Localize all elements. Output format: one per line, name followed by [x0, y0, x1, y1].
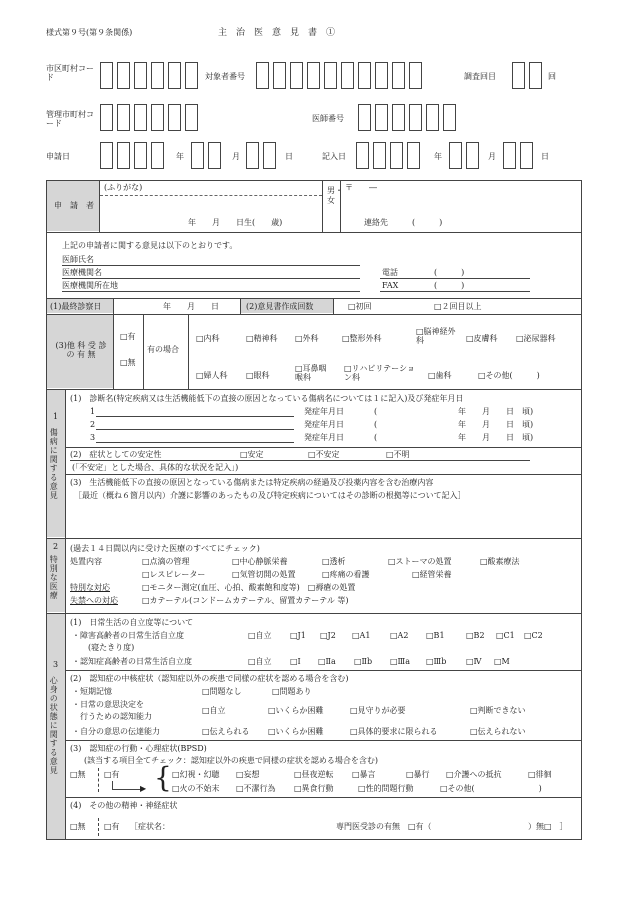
- diagnosis-question: (1) 診断名(特定疾病又は生活機能低下の直接の原因となっている傷病名については１に記入)及び発症年月日: [70, 394, 464, 403]
- applicant-label: 申 請 者: [54, 201, 94, 210]
- bpsd-option[interactable]: □性的問題行動: [358, 784, 414, 793]
- iv-drip-checkbox[interactable]: □点滴の管理: [142, 557, 190, 566]
- dept-psychiatry[interactable]: □精神科: [246, 334, 278, 343]
- bpsd-option[interactable]: □その他( ): [440, 784, 542, 793]
- unknown-checkbox[interactable]: □不明: [386, 450, 410, 459]
- doctor-no-box[interactable]: [443, 104, 456, 131]
- dept-urology[interactable]: □泌尿器科: [516, 334, 556, 343]
- communication-option[interactable]: □伝えられる: [202, 727, 250, 736]
- dept-rehab[interactable]: □リハビリテーション科: [344, 364, 415, 383]
- opinion-count-label: (2)意見書作成回数: [246, 302, 314, 311]
- section-1-number: 1: [53, 412, 59, 421]
- entry-date-box[interactable]: [520, 142, 533, 169]
- year-label: 年: [176, 152, 184, 161]
- city-code-box[interactable]: [117, 62, 130, 89]
- stable-checkbox[interactable]: □安定: [240, 450, 264, 459]
- subject-no-box[interactable]: [256, 62, 269, 89]
- entry-date-box[interactable]: [407, 142, 420, 169]
- diagnosis-row-number: 3: [90, 433, 96, 442]
- other-symptoms-has[interactable]: □有: [104, 822, 120, 831]
- survey-round-box[interactable]: [512, 62, 525, 89]
- independence-question: (1) 日常生活の自立度等について: [70, 618, 194, 627]
- decision-label-2: 行うための認知能力: [80, 712, 152, 721]
- diagnosis-row-number: 2: [90, 420, 96, 429]
- first-time-checkbox[interactable]: □初回: [348, 302, 372, 311]
- disability-independence-label: ・障害高齢者の日常生活自立度: [72, 631, 184, 640]
- communication-option[interactable]: □いくらか困難: [268, 727, 324, 736]
- apply-date-box[interactable]: [191, 142, 204, 169]
- day-label: 日: [285, 152, 293, 161]
- independence-option[interactable]: □B2: [466, 631, 485, 640]
- form-number: 様式第９号(第９条関係): [46, 28, 133, 37]
- mgmt-city-code-box[interactable]: [117, 104, 130, 131]
- onset-paren: (: [374, 407, 378, 416]
- bpsd-question: (3) 認知症の行動・心理症状(BPSD): [70, 744, 207, 753]
- apply-date-box[interactable]: [117, 142, 130, 169]
- dept-neurosurgery[interactable]: □脳神経外科: [416, 327, 456, 346]
- independence-option[interactable]: □自立: [248, 631, 272, 640]
- subject-no-box[interactable]: [341, 62, 354, 89]
- dept-dental[interactable]: □歯科: [428, 371, 452, 380]
- entry-date-box[interactable]: [373, 142, 386, 169]
- bpsd-note: (該当する項目全てチェック：認知症以外の疾患で同様の症状を認める場合を含む): [84, 756, 378, 765]
- bpsd-option[interactable]: □火の不始末: [172, 784, 220, 793]
- section-2-number: 2: [53, 542, 59, 551]
- subject-no-box[interactable]: [392, 62, 405, 89]
- apply-date-box[interactable]: [208, 142, 221, 169]
- furigana-label: (ふりがな): [104, 183, 143, 192]
- independence-option[interactable]: □B1: [426, 631, 445, 640]
- subject-no-box[interactable]: [409, 62, 422, 89]
- section-3-number: 3: [53, 660, 59, 669]
- communication-option[interactable]: □伝えられない: [470, 727, 526, 736]
- incontinence-label: 失禁への対応: [70, 596, 118, 605]
- doctor-no-box[interactable]: [358, 104, 371, 131]
- treatment-question: (3) 生活機能低下の直接の原因となっている傷病または特定疾病の経過及び投薬内容を含む治療内容: [70, 478, 434, 487]
- city-code-box[interactable]: [168, 62, 181, 89]
- dept-ophthalmology[interactable]: □眼科: [246, 371, 270, 380]
- independence-option[interactable]: □J2: [320, 631, 336, 640]
- survey-round-label: 調査回目: [464, 72, 496, 81]
- core-symptoms-question: (2) 認知症の中核症状（認知症以外の疾患で同様の症状を認める場合を含む): [70, 674, 349, 683]
- mgmt-city-code-box[interactable]: [100, 104, 113, 131]
- dept-other[interactable]: □その他( ): [478, 371, 540, 380]
- central-venous-checkbox[interactable]: □中心静脈栄養: [232, 557, 288, 566]
- entry-date-box[interactable]: [503, 142, 516, 169]
- postal-field[interactable]: 〒 ―: [345, 183, 377, 192]
- bpsd-option[interactable]: □徘徊: [528, 770, 552, 779]
- short-memory-label: ・短期記憶: [72, 687, 112, 696]
- apply-date-box[interactable]: [151, 142, 164, 169]
- diagnosis-field[interactable]: [96, 429, 294, 430]
- apply-date-box[interactable]: [263, 142, 276, 169]
- tube-feeding-checkbox[interactable]: □経管栄養: [412, 570, 452, 579]
- independence-option[interactable]: □A2: [390, 631, 409, 640]
- contact-field[interactable]: 連絡先 ( ): [364, 218, 443, 227]
- bpsd-option[interactable]: □暴行: [406, 770, 430, 779]
- apply-date-box[interactable]: [100, 142, 113, 169]
- stability-question: (2) 症状としての安定性: [70, 450, 162, 459]
- subject-no-box[interactable]: [358, 62, 371, 89]
- other-symptoms-question: (4) その他の精神・神経症状: [70, 801, 178, 810]
- dementia-option[interactable]: □Ⅱa: [318, 657, 336, 666]
- entry-date-box[interactable]: [390, 142, 403, 169]
- independence-option[interactable]: □J1: [290, 631, 306, 640]
- mgmt-city-code-box[interactable]: [185, 104, 198, 131]
- year-label: 年: [434, 152, 442, 161]
- clinic-name-label: 医療機関名: [62, 268, 102, 277]
- dementia-option[interactable]: □M: [494, 657, 510, 666]
- independence-option[interactable]: □A1: [352, 631, 371, 640]
- onset-label: 発症年月日: [304, 420, 344, 429]
- second-time-checkbox[interactable]: □２回目以上: [434, 302, 482, 311]
- dialysis-checkbox[interactable]: □透析: [322, 557, 346, 566]
- city-code-box[interactable]: [185, 62, 198, 89]
- other-dept-yes[interactable]: □有: [120, 332, 136, 341]
- fax-label: FAX: [382, 281, 399, 290]
- decision-option[interactable]: □判断できない: [470, 706, 526, 715]
- dementia-option[interactable]: □Ⅰ: [290, 657, 301, 666]
- dept-dermatology[interactable]: □皮膚科: [466, 334, 498, 343]
- bpsd-option[interactable]: □昼夜逆転: [294, 770, 334, 779]
- independence-option[interactable]: □C2: [524, 631, 543, 640]
- dementia-option[interactable]: □Ⅱb: [354, 657, 373, 666]
- section-2-label: 特別な医療: [49, 555, 59, 600]
- communication-option[interactable]: □具体的要求に限られる: [350, 727, 438, 736]
- clinic-address-label: 医療機関所在地: [62, 281, 118, 290]
- dementia-independence-label: ・認知症高齢者の日常生活自立度: [72, 657, 192, 666]
- brace-icon: {: [154, 761, 172, 794]
- bpsd-option[interactable]: □異食行動: [294, 784, 334, 793]
- city-code-label: 市区町村コード: [46, 64, 94, 83]
- dept-gynecology[interactable]: □婦人科: [196, 371, 228, 380]
- other-dept-label: (3)他 科 受 診 の 有 無: [55, 341, 107, 360]
- dementia-option[interactable]: □Ⅲa: [390, 657, 411, 666]
- entry-date-box[interactable]: [356, 142, 369, 169]
- mgmt-city-code-box[interactable]: [168, 104, 181, 131]
- birth-date-field[interactable]: 年 月 日生( 歳): [188, 218, 283, 227]
- pain-care-checkbox[interactable]: □疼痛の看護: [322, 570, 370, 579]
- subject-no-box[interactable]: [290, 62, 303, 89]
- independence-option[interactable]: □C1: [496, 631, 515, 640]
- survey-round-box[interactable]: [529, 62, 542, 89]
- onset-label: 発症年月日: [304, 433, 344, 442]
- decision-option[interactable]: □自立: [202, 706, 226, 715]
- unstable-checkbox[interactable]: □不安定: [308, 450, 340, 459]
- bpsd-option[interactable]: □暴言: [352, 770, 376, 779]
- sex-field[interactable]: 男・女: [327, 186, 343, 205]
- bpsd-option[interactable]: □妄想: [236, 770, 260, 779]
- subject-no-box[interactable]: [273, 62, 286, 89]
- onset-date[interactable]: 年 月 日 頃): [458, 433, 534, 442]
- tracheotomy-checkbox[interactable]: □気管切開の処置: [232, 570, 296, 579]
- month-label: 月: [488, 152, 496, 161]
- dept-surgery[interactable]: □外科: [295, 334, 319, 343]
- dementia-option[interactable]: □Ⅳ: [466, 657, 482, 666]
- entry-date-box[interactable]: [449, 142, 462, 169]
- dementia-option[interactable]: □Ⅲb: [426, 657, 447, 666]
- doctor-no-box[interactable]: [409, 104, 422, 131]
- onset-date[interactable]: 年 月 日 頃): [458, 407, 534, 416]
- dementia-option[interactable]: □自立: [248, 657, 272, 666]
- onset-paren: (: [374, 420, 378, 429]
- monitor-checkbox[interactable]: □モニター測定(血圧、心拍、酸素飽和度等) □褥瘡の処置: [142, 583, 356, 592]
- arrow-head-icon: ▶: [140, 784, 147, 793]
- entry-date-box[interactable]: [466, 142, 479, 169]
- last-exam-label: (1)最終診察日: [50, 302, 102, 311]
- doctor-name-label: 医師氏名: [62, 255, 94, 264]
- mgmt-city-code-label: 管理市町村コード: [46, 110, 94, 129]
- intro-text: 上記の申請者に関する意見は以下のとおりです。: [62, 241, 238, 250]
- last-exam-date[interactable]: 年 月 日: [163, 302, 219, 311]
- unstable-note[interactable]: (「不安定」とした場合、具体的な状況を記入」): [72, 463, 239, 472]
- communication-label: ・自分の意思の伝達能力: [72, 727, 160, 736]
- mgmt-city-code-box[interactable]: [151, 104, 164, 131]
- if-yes-label: 有の場合: [147, 345, 179, 354]
- special-response-label: 特別な対応: [70, 583, 110, 592]
- bpsd-has-checkbox[interactable]: □有: [104, 770, 120, 779]
- catheter-checkbox[interactable]: □カテーテル(コンドームカテーテル、留置カテーテル 等): [142, 596, 349, 605]
- apply-date-box[interactable]: [246, 142, 259, 169]
- month-label: 月: [232, 152, 240, 161]
- diagnosis-row-number: 1: [90, 407, 96, 416]
- diagnosis-field[interactable]: [96, 442, 294, 443]
- bpsd-option[interactable]: □介護への抵抗: [446, 770, 502, 779]
- treatment-note: ［最近（概ね６箇月以内）介護に影響のあったもの及び特定疾病についてはその診断の根拠等について記入］: [74, 491, 466, 500]
- bpsd-none-checkbox[interactable]: □無: [70, 770, 86, 779]
- onset-label: 発症年月日: [304, 407, 344, 416]
- apply-date-label: 申請日: [46, 152, 70, 161]
- diagnosis-field[interactable]: [96, 416, 294, 417]
- fax-field[interactable]: ( ): [434, 281, 465, 290]
- symptom-name-field[interactable]: ［症状名：: [130, 822, 170, 831]
- dept-ent[interactable]: □耳鼻咽喉科: [295, 364, 327, 383]
- treatment-content-label: 処置内容: [70, 557, 102, 566]
- section-1-label: 傷病に関する意見: [49, 428, 59, 500]
- decision-option[interactable]: □いくらか困難: [268, 706, 324, 715]
- city-code-box[interactable]: [151, 62, 164, 89]
- tel-field[interactable]: ( ): [434, 268, 465, 277]
- city-code-box[interactable]: [100, 62, 113, 89]
- specialist-visit-end[interactable]: ）無□ ］: [528, 822, 568, 831]
- subject-no-box[interactable]: [324, 62, 337, 89]
- section-3-label: 心身の状態に関する意見: [49, 676, 59, 775]
- city-code-box[interactable]: [134, 62, 147, 89]
- stoma-checkbox[interactable]: □ストーマの処置: [388, 557, 452, 566]
- bpsd-option[interactable]: □不潔行為: [236, 784, 276, 793]
- medical-question: (過去１４日間以内に受けた医療のすべてにチェック): [70, 544, 260, 553]
- other-symptoms-none[interactable]: □無: [70, 822, 86, 831]
- memory-option[interactable]: □問題あり: [272, 687, 312, 696]
- apply-date-box[interactable]: [134, 142, 147, 169]
- bpsd-option[interactable]: □幻視・幻聴: [172, 770, 220, 779]
- oxygen-checkbox[interactable]: □酸素療法: [480, 557, 520, 566]
- bedridden-label: (寝たきり度): [88, 643, 135, 652]
- respirator-checkbox[interactable]: □レスピレーター: [142, 570, 206, 579]
- memory-option[interactable]: □問題なし: [202, 687, 242, 696]
- onset-paren: (: [374, 433, 378, 442]
- mgmt-city-code-box[interactable]: [134, 104, 147, 131]
- tel-label: 電話: [382, 268, 398, 277]
- document-title: 主 治 医 意 見 書 ①: [218, 28, 336, 38]
- round-unit: 回: [548, 72, 556, 81]
- decision-option[interactable]: □見守りが必要: [350, 706, 406, 715]
- subject-no-box[interactable]: [375, 62, 388, 89]
- doctor-no-label: 医師番号: [312, 114, 344, 123]
- doctor-no-box[interactable]: [375, 104, 388, 131]
- doctor-no-box[interactable]: [392, 104, 405, 131]
- arrow-icon: [112, 789, 142, 790]
- form-frame: [46, 180, 582, 840]
- doctor-no-box[interactable]: [426, 104, 439, 131]
- day-label: 日: [541, 152, 549, 161]
- subject-no-box[interactable]: [307, 62, 320, 89]
- dept-internal[interactable]: □内科: [196, 334, 220, 343]
- specialist-visit-field[interactable]: 専門医受診の有無 □有（: [336, 822, 432, 831]
- dept-orthopedics[interactable]: □整形外科: [342, 334, 382, 343]
- subject-no-label: 対象者番号: [205, 72, 245, 81]
- other-dept-no[interactable]: □無: [120, 358, 136, 367]
- onset-date[interactable]: 年 月 日 頃): [458, 420, 534, 429]
- decision-label: ・日常の意思決定を: [72, 700, 144, 709]
- entry-date-label: 記入日: [322, 152, 346, 161]
